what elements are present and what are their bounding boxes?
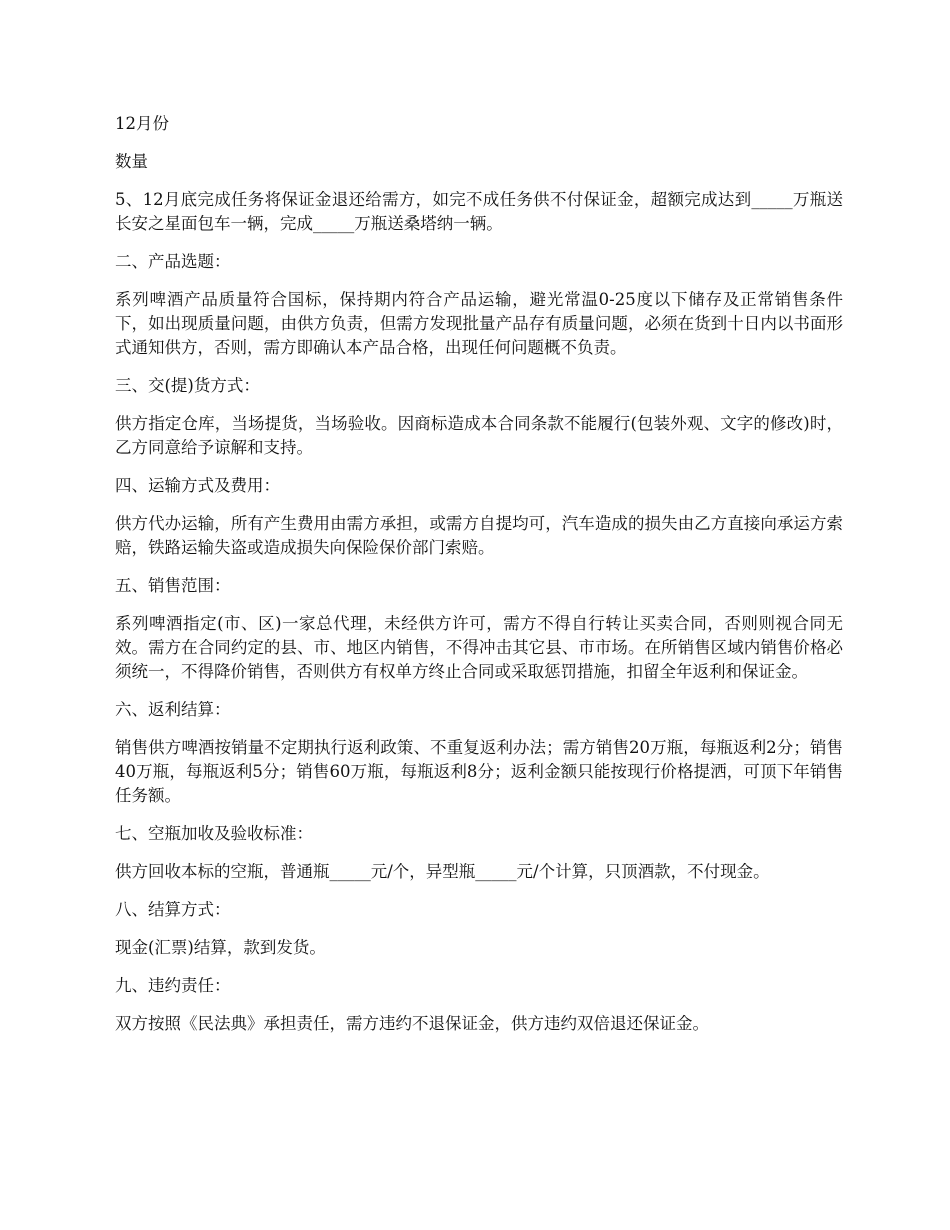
section-heading-transport: 四、运输方式及费用： xyxy=(115,476,280,495)
clause-5-deposit-refund: 5、12月底完成任务将保证金退还给需方，如完不成任务供不付保证金，超额完成达到_____万瓶送长安之星面包车一辆，完成_____万瓶送桑塔纳一辆。 xyxy=(115,190,843,233)
section-heading-delivery-method: 三、交(提)货方式： xyxy=(115,376,260,395)
section-heading-liability: 九、违约责任： xyxy=(115,976,231,995)
section-body-transport: 供方代办运输，所有产生费用由需方承担，或需方自提均可，汽车造成的损失由乙方直接向承运方索赔，铁路运输失盗或造成损失向保险保价部门索赔。 xyxy=(115,514,843,557)
section-heading-sales-scope: 五、销售范围： xyxy=(115,576,231,595)
section-body-product-quality: 系列啤酒产品质量符合国标，保持期内符合产品运输，避光常温0-25度以下储存及正常销售条件下，如出现质量问题，由供方负责，但需方发现批量产品存有质量问题，必须在货到十日内以书面形式通知供方，否则，需方即确认本产品合格，出现任何问题概不负责。 xyxy=(115,290,843,357)
section-heading-rebate: 六、返利结算： xyxy=(115,700,231,719)
section-body-delivery-method: 供方指定仓库，当场提货，当场验收。因商标造成本合同条款不能履行(包装外观、文字的修改)时，乙方同意给予谅解和支持。 xyxy=(115,414,843,457)
section-heading-settlement: 八、结算方式： xyxy=(115,900,231,919)
section-body-rebate: 销售供方啤酒按销量不定期执行返利政策、不重复返利办法；需方销售20万瓶，每瓶返利2分；销售40万瓶，每瓶返利5分；销售60万瓶，每瓶返利8分；返利金额只能按现行价格提洒，可顶下年销售任务额。 xyxy=(115,738,843,805)
section-body-sales-scope: 系列啤酒指定(市、区)一家总代理，未经供方许可，需方不得自行转让买卖合同，否则则视合同无效。需方在合同约定的县、市、地区内销售，不得冲击其它县、市市场。在所销售区域内销售价格必须统一，不得降价销售，否则供方有权单方终止合同或采取惩罚措施，扣留全年返利和保证金。 xyxy=(115,614,843,681)
month-label: 12月份 xyxy=(115,114,169,133)
section-body-empty-bottles: 供方回收本标的空瓶，普通瓶_____元/个，异型瓶_____元/个计算，只顶酒款，不付现金。 xyxy=(115,862,770,881)
section-heading-empty-bottles: 七、空瓶加收及验收标准： xyxy=(115,824,313,843)
quantity-label: 数量 xyxy=(115,152,148,171)
section-body-settlement: 现金(汇票)结算，款到发货。 xyxy=(115,938,326,957)
section-heading-product-quality: 二、产品选题： xyxy=(115,252,231,271)
section-body-liability: 双方按照《民法典》承担责任，需方违约不退保证金，供方违约双倍退还保证金。 xyxy=(115,1014,709,1033)
document-body xyxy=(115,112,843,1050)
